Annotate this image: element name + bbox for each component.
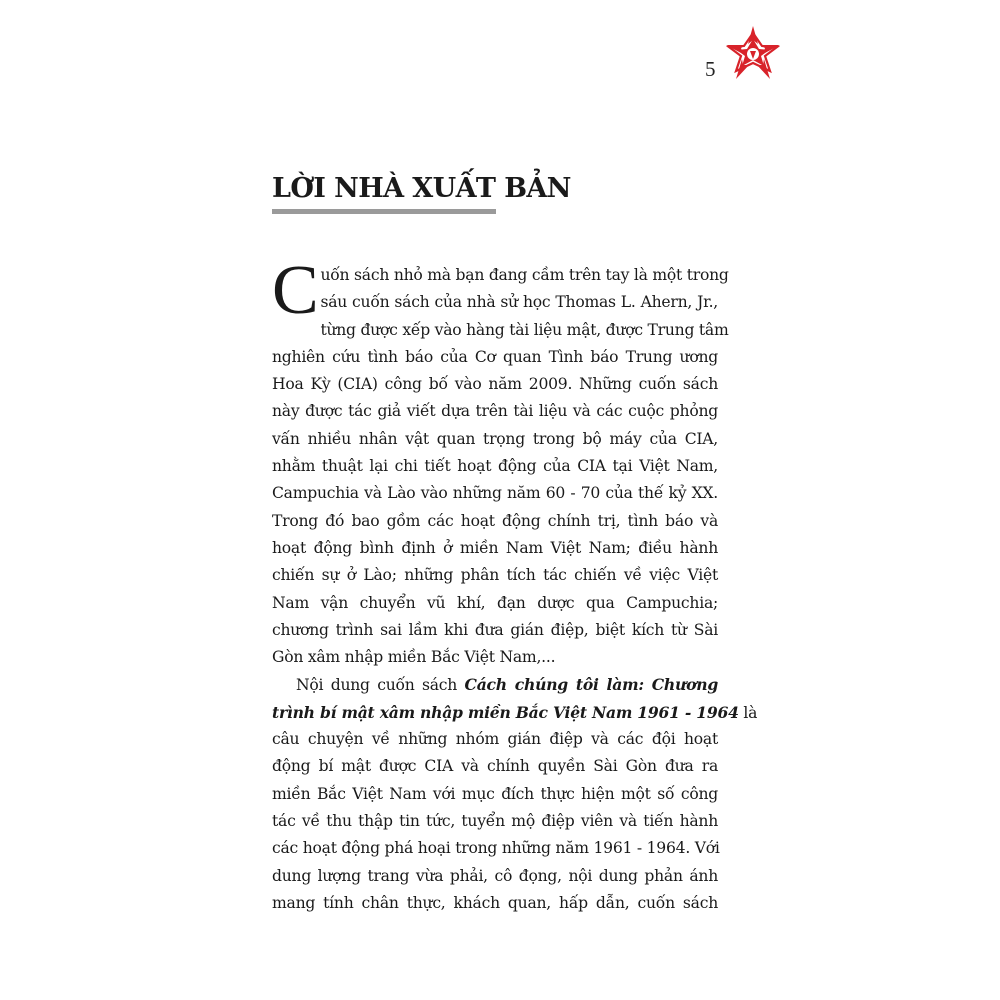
heading-block (272, 172, 571, 214)
paragraph-line (272, 671, 718, 698)
paragraph-line: chương trình sai lầm khi đưa gián điệp, biệt kích từ Sài (272, 620, 718, 639)
paragraph-line: dung lượng trang vừa phải, cô đọng, nội dung phản ánh (272, 866, 718, 885)
body-text (272, 252, 758, 917)
paragraph-2 (272, 671, 758, 917)
paragraph-line: chiến sự ở Lào; những phân tích tác chiến về việc Việt (272, 566, 718, 585)
paragraph-line: mang tính chân thực, khách quan, hấp dẫn, cuốn sách (272, 893, 718, 912)
paragraph-line: nghiên cứu tình báo của Cơ quan Tình báo Trung ương (272, 347, 718, 366)
paragraph-text: Nội dung cuốn sách (296, 676, 465, 695)
paragraph-line: từng được xếp vào hàng tài liệu mật, được Trung tâm (320, 320, 729, 339)
paragraph-line: Campuchia và Lào vào những năm 60 - 70 của thế kỷ XX. (272, 484, 718, 503)
paragraph-line: các hoạt động phá hoại trong những năm 1961 - 1964. Với (272, 839, 720, 858)
paragraph-line: miền Bắc Việt Nam với mục đích thực hiện một số công (272, 784, 718, 803)
paragraph-line: sáu cuốn sách của nhà sử học Thomas L. Ahern, Jr., (320, 293, 718, 312)
book-title-emphasis: Cách chúng tôi làm: Chương (464, 675, 718, 695)
paragraph-1 (272, 252, 729, 671)
paragraph-line (272, 699, 758, 726)
paragraph-text: là (738, 703, 758, 722)
paragraph-line: nhằm thuật lại chi tiết hoạt động của CIA tại Việt Nam, (272, 457, 718, 476)
paragraph-line: Trong đó bao gồm các hoạt động chính trị, tình báo và (272, 511, 718, 530)
paragraph-line: Nam vận chuyển vũ khí, đạn dược qua Campuchia; (272, 593, 718, 612)
page-title: LỜI NHÀ XUẤT BẢN (272, 173, 571, 204)
paragraph-line: động bí mật được CIA và chính quyền Sài Gòn đưa ra (272, 757, 718, 776)
paragraph-line: hoạt động bình định ở miền Nam Việt Nam; điều hành (272, 538, 718, 557)
paragraph-line: này được tác giả viết dựa trên tài liệu và các cuộc phỏng (272, 402, 718, 421)
paragraph-line: vấn nhiều nhân vật quan trọng trong bộ máy của CIA, (272, 429, 718, 448)
paragraph-line: câu chuyện về những nhóm gián điệp và các đội hoạt (272, 730, 718, 749)
title-underline (272, 209, 496, 214)
paragraph-line: tác về thu thập tin tức, tuyển mộ điệp viên và tiến hành (272, 811, 718, 830)
page-number: 5 (705, 57, 716, 81)
book-title-emphasis: trình bí mật xâm nhập miền Bắc Việt Nam 1961 - 1964 (272, 702, 739, 722)
drop-cap: C (272, 252, 319, 329)
red-star-emblem-icon (724, 24, 782, 82)
paragraph-line: Hoa Kỳ (CIA) công bố vào năm 2009. Những cuốn sách (272, 375, 718, 394)
paragraph-line: Gòn xâm nhập miền Bắc Việt Nam,... (272, 648, 556, 667)
paragraph-line: uốn sách nhỏ mà bạn đang cầm trên tay là một trong (320, 266, 729, 284)
